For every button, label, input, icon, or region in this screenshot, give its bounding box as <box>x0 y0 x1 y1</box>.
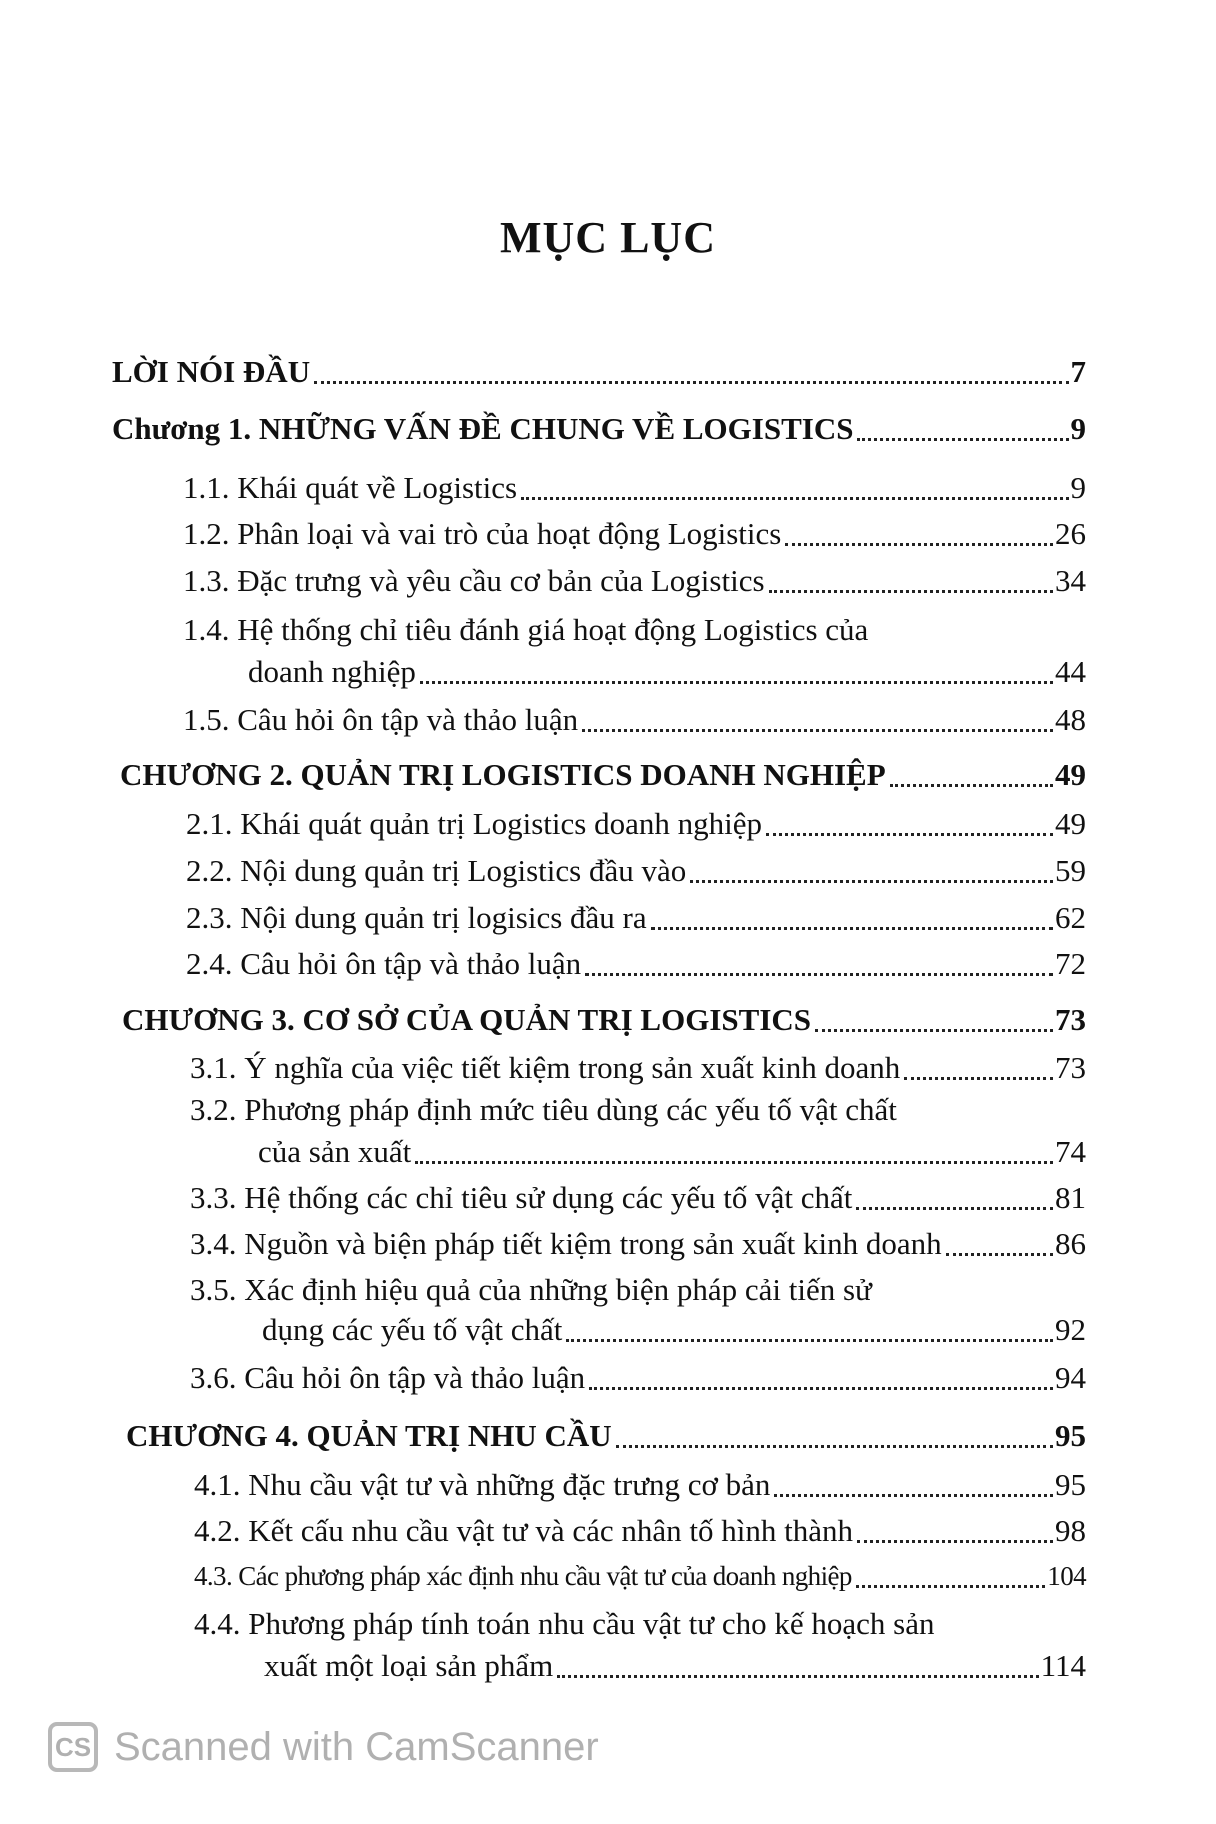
toc-entry <box>183 563 1086 599</box>
toc-entry-title: 2.2. Nội dung quản trị Logistics đầu vào <box>186 853 687 888</box>
toc-entry-title: 1.3. Đặc trưng và yêu cầu cơ bản của Logistics <box>183 563 765 598</box>
toc-entry-page: 9 <box>1070 470 1086 505</box>
toc-entry-page: 73 <box>1055 1050 1086 1085</box>
toc-entry-page: 44 <box>1055 654 1086 689</box>
scanner-watermark <box>48 1722 599 1772</box>
toc-leader-dots <box>420 671 1053 684</box>
toc-leader-dots <box>521 487 1068 500</box>
toc-entry-chapter-2 <box>120 757 1086 793</box>
toc-entry <box>186 806 1086 842</box>
toc-entry-title: CHƯƠNG 3. CƠ SỞ CỦA QUẢN TRỊ LOGISTICS <box>122 1002 812 1037</box>
toc-leader-dots <box>589 1377 1053 1390</box>
toc-entry <box>183 470 1086 506</box>
toc-leader-dots <box>415 1151 1053 1164</box>
toc-entry-page: 73 <box>1055 1002 1086 1037</box>
toc-entry-title: 3.2. Phương pháp định mức tiêu dùng các yếu tố vật chất <box>190 1092 897 1127</box>
toc-entry-title: 4.1. Nhu cầu vật tư và những đặc trưng cơ bản <box>194 1467 771 1502</box>
toc-entry <box>248 654 1086 690</box>
toc-entry-title: 3.1. Ý nghĩa của việc tiết kiệm trong sản xuất kinh doanh <box>190 1050 901 1085</box>
toc-entry-page: 94 <box>1055 1360 1086 1395</box>
toc-entry-page: 114 <box>1040 1648 1086 1683</box>
toc-leader-dots <box>769 580 1053 593</box>
toc-entry-title: CHƯƠNG 4. QUẢN TRỊ NHU CẦU <box>126 1418 612 1453</box>
page-title: MỤC LỤC <box>500 213 716 262</box>
toc-leader-dots <box>314 371 1068 384</box>
toc-entry-title: 3.5. Xác định hiệu quả của những biện pháp cải tiến sử <box>190 1272 872 1307</box>
toc-entry <box>194 1558 1086 1594</box>
toc-entry-page: 49 <box>1055 806 1086 841</box>
toc-leader-dots <box>690 870 1053 883</box>
toc-entry-title: Chương 1. NHỮNG VẤN ĐỀ CHUNG VỀ LOGISTICS <box>112 411 854 446</box>
toc-entry-title: 4.3. Các phương pháp xác định nhu cầu vật tư của doanh nghiệp <box>194 1561 852 1591</box>
toc-entry <box>258 1134 1086 1170</box>
toc-entry <box>190 1050 1086 1086</box>
watermark-text: Scanned with CamScanner <box>114 1724 599 1769</box>
toc-entry-page: 98 <box>1055 1513 1086 1548</box>
toc-entry-page: 92 <box>1055 1312 1086 1347</box>
toc-entry-title: 3.4. Nguồn và biện pháp tiết kiệm trong sản xuất kinh doanh <box>190 1226 942 1261</box>
toc-leader-dots <box>766 823 1053 836</box>
toc-entry <box>183 516 1086 552</box>
toc-entry <box>190 1226 1086 1262</box>
toc-entry-page: 49 <box>1055 757 1086 792</box>
toc-entry <box>186 946 1086 982</box>
toc-leader-dots <box>566 1329 1053 1342</box>
toc-entry-title: 1.2. Phân loại và vai trò của hoạt động Logistics <box>183 516 782 551</box>
toc-entry-page: 104 <box>1047 1561 1086 1591</box>
toc-entry-page: 95 <box>1055 1418 1086 1453</box>
toc-entry-title-cont: dụng các yếu tố vật chất <box>262 1312 563 1347</box>
toc-entry-title: 2.1. Khái quát quản trị Logistics doanh nghiệp <box>186 806 762 841</box>
toc-entry-chapter-3 <box>122 1002 1086 1038</box>
toc-leader-dots <box>856 1575 1046 1588</box>
toc-entry-page: 34 <box>1055 563 1086 598</box>
toc-entry-page: 81 <box>1055 1180 1086 1215</box>
toc-leader-dots <box>857 1530 1053 1543</box>
toc-entry <box>262 1312 1086 1348</box>
toc-entry-page: 26 <box>1055 516 1086 551</box>
toc-entry-page: 74 <box>1055 1134 1086 1169</box>
toc-entry-title-cont: doanh nghiệp <box>248 654 416 689</box>
toc-entry <box>190 1180 1086 1216</box>
toc-leader-dots <box>585 963 1053 976</box>
toc-entry <box>190 1360 1086 1396</box>
toc-entry-page: 95 <box>1055 1467 1086 1502</box>
toc-entry <box>186 900 1086 936</box>
toc-leader-dots <box>946 1243 1053 1256</box>
toc-entry-title: 3.3. Hệ thống các chỉ tiêu sử dụng các yếu tố vật chất <box>190 1180 853 1215</box>
toc-entry-page: 72 <box>1055 946 1086 981</box>
toc-entry-title: 1.5. Câu hỏi ôn tập và thảo luận <box>183 702 579 737</box>
toc-entry <box>183 702 1086 738</box>
toc-entry-page: 7 <box>1070 354 1086 389</box>
toc-leader-dots <box>815 1019 1053 1032</box>
toc-leader-dots <box>856 1197 1053 1210</box>
toc-entry-title: 1.1. Khái quát về Logistics <box>183 470 518 505</box>
toc-entry <box>194 1513 1086 1549</box>
toc-entry-title: CHƯƠNG 2. QUẢN TRỊ LOGISTICS DOANH NGHIỆP <box>120 757 886 792</box>
toc-leader-dots <box>557 1665 1038 1678</box>
toc-entry-title: 2.4. Câu hỏi ôn tập và thảo luận <box>186 946 582 981</box>
toc-entry-title-cont: xuất một loại sản phẩm <box>264 1648 554 1683</box>
toc-leader-dots <box>616 1435 1053 1448</box>
toc-entry-title: 1.4. Hệ thống chỉ tiêu đánh giá hoạt động Logistics của <box>183 612 869 647</box>
toc-entry <box>264 1648 1086 1684</box>
camscanner-logo-icon: CS <box>48 1722 98 1772</box>
toc-entry-page: 62 <box>1055 900 1086 935</box>
toc-leader-dots <box>904 1067 1053 1080</box>
toc-entry-chapter-4 <box>126 1418 1086 1454</box>
toc-entry-page: 48 <box>1055 702 1086 737</box>
toc-leader-dots <box>651 917 1053 930</box>
toc-entry-chapter-1 <box>112 411 1086 447</box>
toc-entry <box>194 1467 1086 1503</box>
toc-entry-title: 4.2. Kết cấu nhu cầu vật tư và các nhân tố hình thành <box>194 1513 853 1548</box>
toc-entry-title-cont: của sản xuất <box>258 1134 412 1169</box>
toc-leader-dots <box>582 719 1053 732</box>
toc-leader-dots <box>785 533 1053 546</box>
toc-entry-page: 9 <box>1070 411 1086 446</box>
toc-entry-title: 4.4. Phương pháp tính toán nhu cầu vật tư cho kế hoạch sản <box>194 1606 935 1641</box>
toc-entry-title: LỜI NÓI ĐẦU <box>112 354 311 389</box>
toc-leader-dots <box>890 774 1053 787</box>
toc-entry <box>186 853 1086 889</box>
toc-entry-title: 2.3. Nội dung quản trị logisics đầu ra <box>186 900 647 935</box>
toc-leader-dots <box>774 1484 1053 1497</box>
toc-leader-dots <box>857 428 1068 441</box>
toc-entry-page: 86 <box>1055 1226 1086 1261</box>
toc-entry-title: 3.6. Câu hỏi ôn tập và thảo luận <box>190 1360 586 1395</box>
toc-entry-page: 59 <box>1055 853 1086 888</box>
toc-entry-preface <box>112 354 1086 390</box>
